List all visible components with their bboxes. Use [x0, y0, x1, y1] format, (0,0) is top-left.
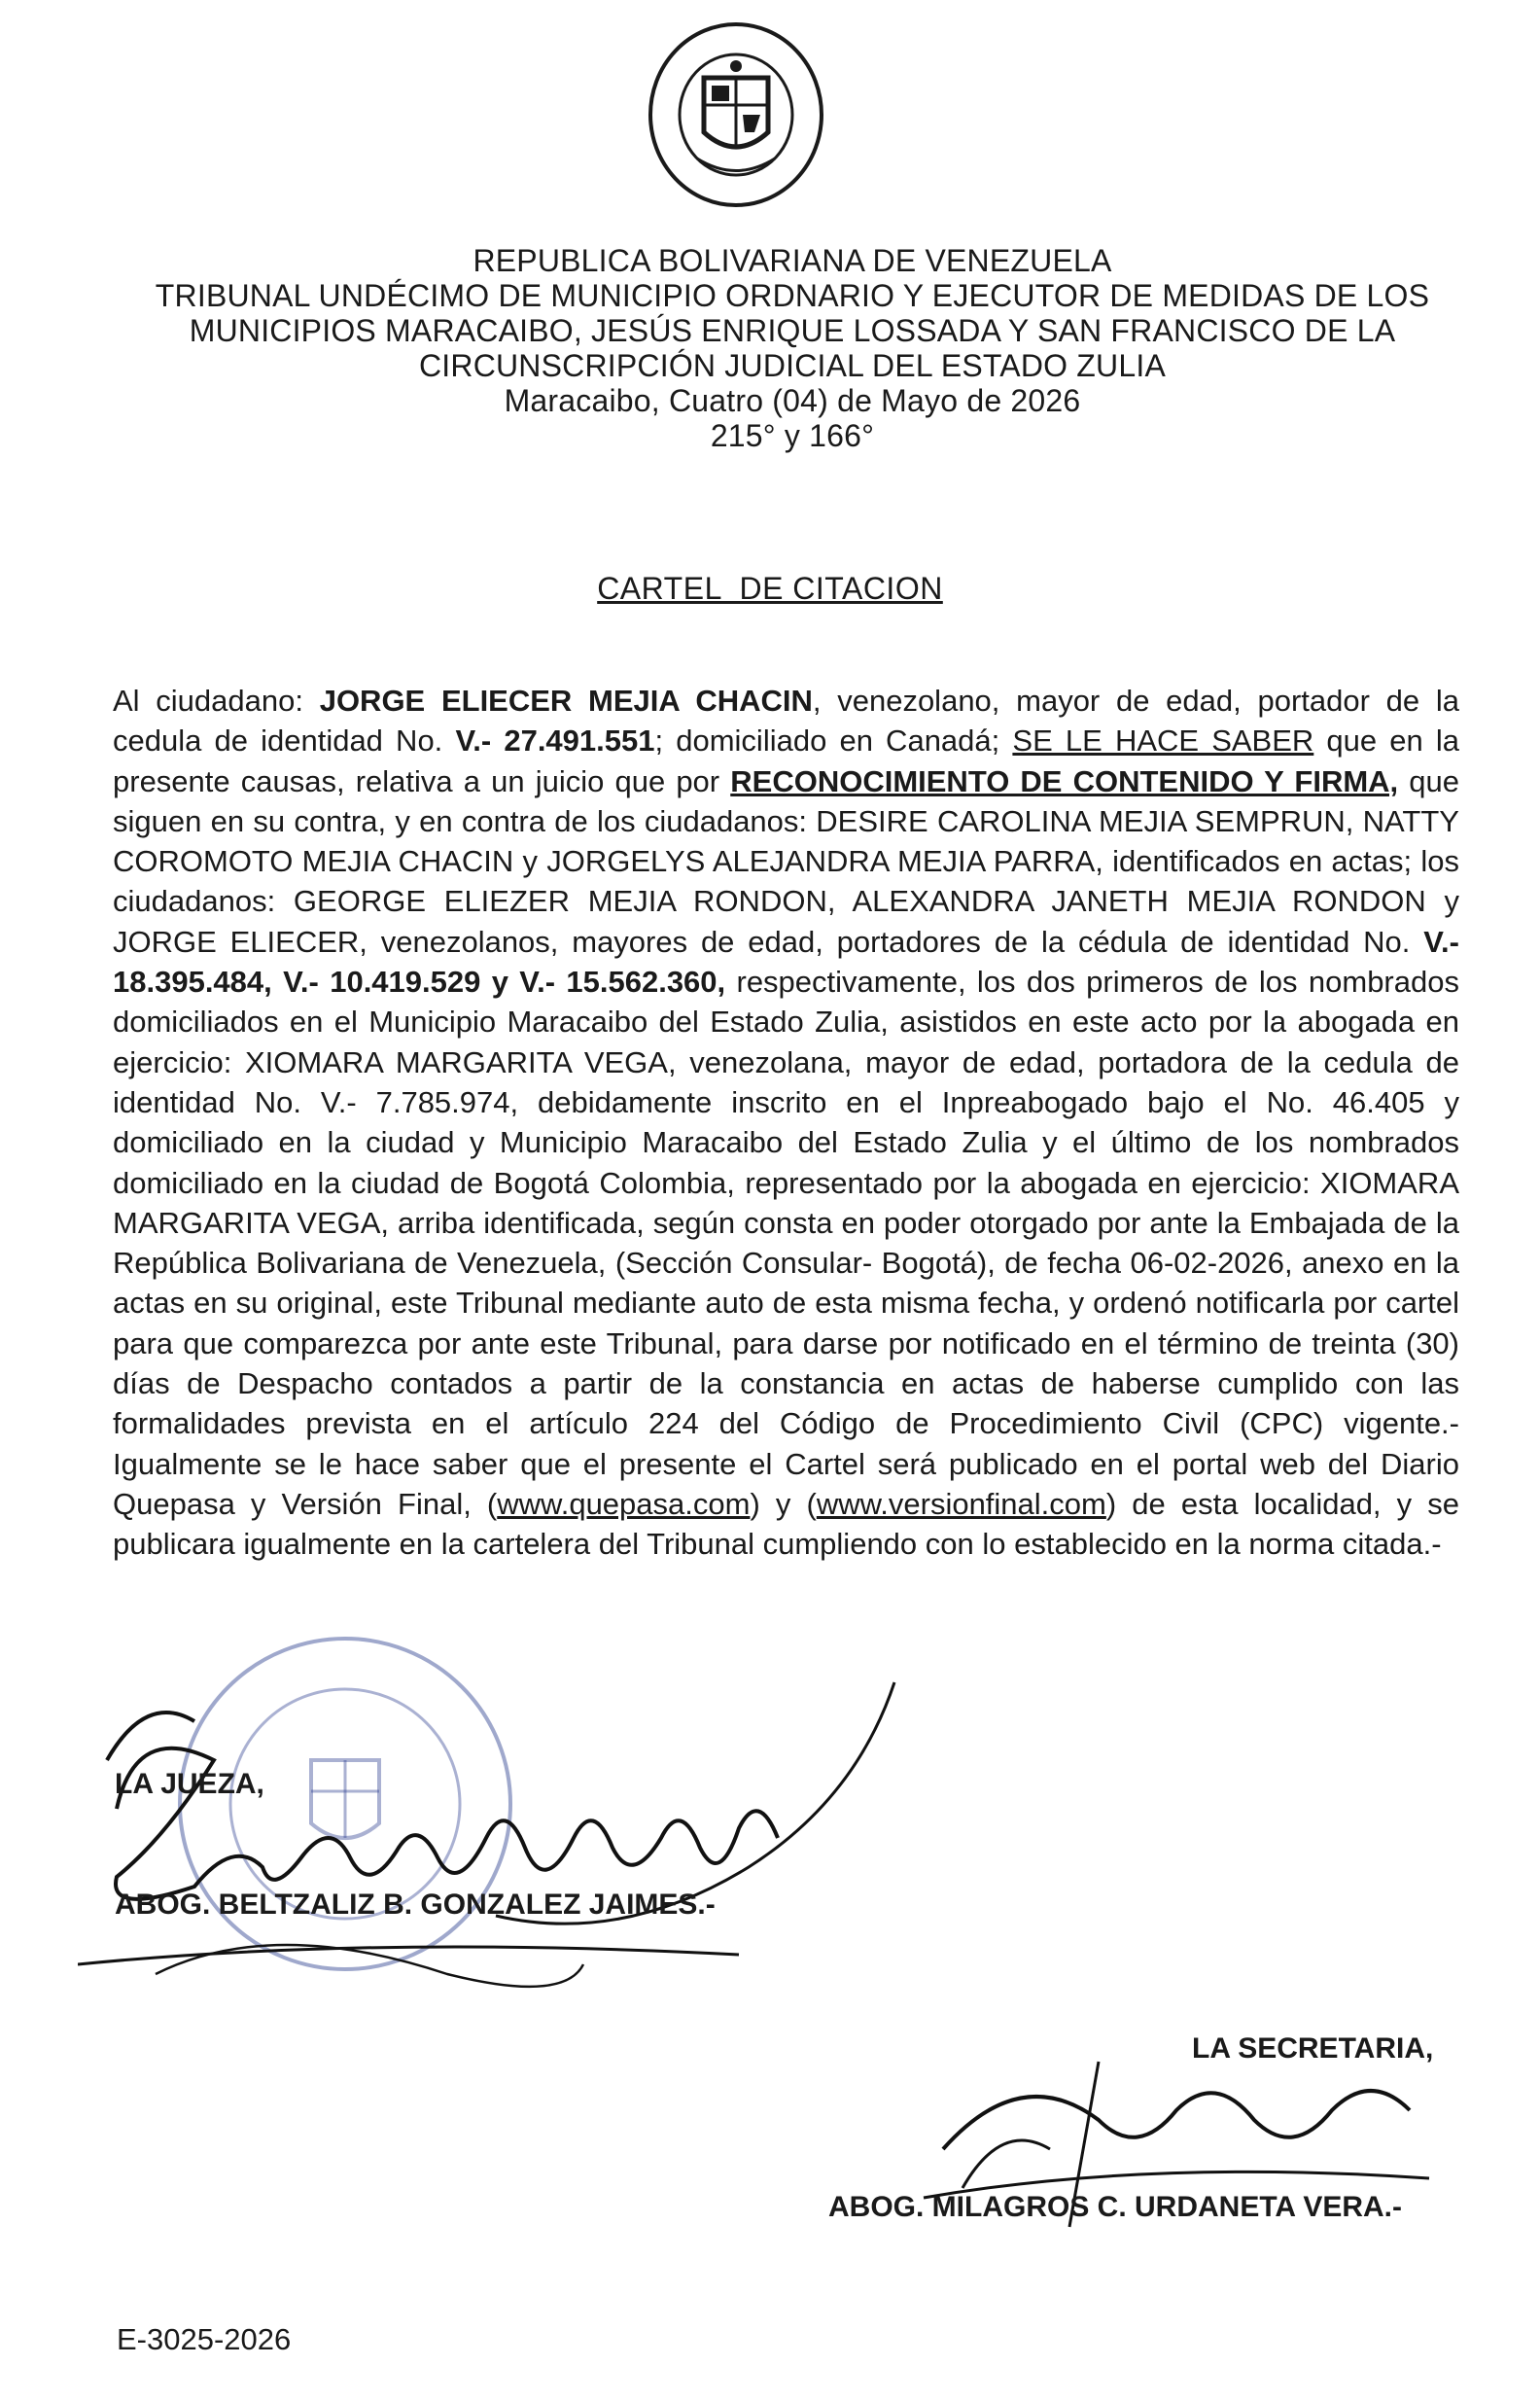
court-header: [97, 243, 1488, 453]
secretary-label: LA SECRETARIA,: [1192, 2032, 1434, 2065]
body-text: ; domiciliado en Canadá;: [654, 724, 1013, 759]
notice-phrase: SE LE HACE SABER: [1012, 724, 1314, 759]
judge-label: LA JUEZA,: [115, 1768, 264, 1800]
body-text: respectivamente, los dos primeros de los nombrados domiciliados en el Municipio Maracaibo del Estado Zulia, asistidos en este acto por la abogada en ejercicio: XIOMARA MARGARITA VEGA, venezolana, mayor de edad, portadora de la cedula de identidad No. V.- 7.785.974, debidamente inscrito en el Inpreabogado bajo el No. 46.405 y domiciliado en la ciudad y Municipio Maracaibo del Estado Zulia y el último de los nombrados domiciliado en la ciudad de Bogotá Colombia, representado por la abogada en ejercicio: XIOMARA MARGARITA VEGA, arriba identificada, según consta en poder otorgado por ante la Embajada de la República Bolivariana de Venezuela, (Sección Consular- Bogotá), de fecha 06-02-2026, anexo en la actas en su original, este Tribunal mediante auto de esta misma fecha, y ordenó notificarla por cartel para que comparezca por ante este Tribunal, para darse por notificado en el término de treinta (30) días de Despacho contados a partir de la constancia en actas de haberse cumplido con las formalidades prevista en el artículo 224 del Código de Procedimiento Civil (CPC) vigente.- Igualmente se le hace saber que el presente el Cartel será publicado en el portal web del Diario Quepasa y Versión Final, (: [113, 965, 1459, 1521]
header-date: Maracaibo, Cuatro (04) de Mayo de 2026: [504, 383, 1081, 418]
body-text: , venezolano, mayor de edad, portador de la cedula de identidad No.: [113, 684, 1459, 759]
citation-body: [113, 681, 1459, 1565]
case-type: RECONOCIMIENTO DE CONTENIDO Y FIRMA,: [730, 763, 1399, 798]
body-text: que en la presente causas, relativa a un juicio que por: [113, 724, 1460, 798]
defendant-id: V.- 27.491.551: [455, 724, 655, 759]
header-line-circumscription: CIRCUNSCRIPCIÓN JUDICIAL DEL ESTADO ZULIA: [418, 348, 1166, 383]
plaintiff-ids: V.- 18.395.484, V.- 10.419.529 y V.- 15.562.360,: [113, 924, 1459, 1000]
quepasa-link[interactable]: www.quepasa.com: [497, 1486, 751, 1521]
body-text: ) de esta localidad, y se publicara igualmente en la cartelera del Tribunal cumpliendo con lo establecido en la norma citada.-: [113, 1486, 1459, 1562]
versionfinal-link[interactable]: www.versionfinal.com: [816, 1486, 1106, 1521]
header-line-municipalities: MUNICIPIOS MARACAIBO, JESÚS ENRIQUE LOSSADA Y SAN FRANCISCO DE LA: [189, 313, 1396, 348]
tribunal-stamp-icon: [165, 1614, 525, 2003]
judge-name: ABOG. BELTZALIZ B. GONZALEZ JAIMES.-: [115, 1889, 716, 1921]
file-code: E-3025-2026: [117, 2322, 292, 2356]
document-title: CARTEL DE CITACION: [597, 571, 943, 606]
header-line-court: TRIBUNAL UNDÉCIMO DE MUNICIPIO ORDNARIO Y EJECUTOR DE MEDIDAS DE LOS: [155, 278, 1430, 313]
body-text: Al ciudadano:: [113, 684, 320, 718]
secretary-name: ABOG. MILAGROS C. URDANETA VERA.-: [828, 2191, 1402, 2223]
header-line-republic: REPUBLICA BOLIVARIANA DE VENEZUELA: [472, 243, 1112, 278]
header-years: 215° y 166°: [710, 418, 875, 453]
body-text: ) y (: [750, 1486, 817, 1521]
body-text: que siguen en su contra, y en contra de los ciudadanos: DESIRE CAROLINA MEJIA SEMPRUN, NATTY COROMOTO MEJIA CHACIN y JORGELYS ALEJANDRA MEJIA PARRA, identificados en actas; los ciudadanos: GEORGE ELIEZER MEJIA RONDON, ALEXANDRA JANETH MEJIA RONDON y JORGE ELIECER, venezolanos, mayores de edad, portadores de la cédula de identidad No.: [113, 763, 1459, 959]
coat-of-arms-seal-icon: [644, 18, 828, 212]
defendant-name: JORGE ELIECER MEJIA CHACIN: [319, 684, 813, 718]
